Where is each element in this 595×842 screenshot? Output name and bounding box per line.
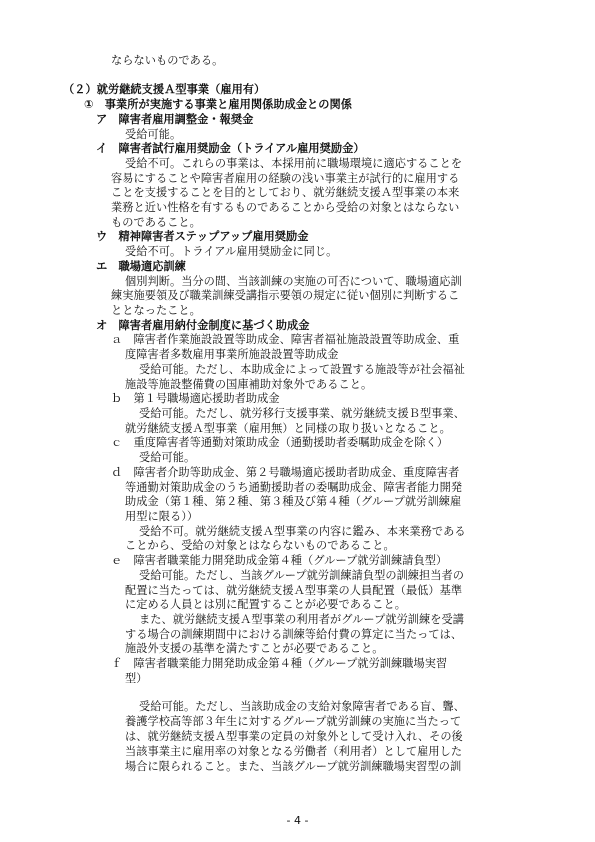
text-line: ものであること。	[111, 216, 201, 229]
text-line: 練実施要領及び職業訓練受講指示要領の規定に従い個別に判断するこ	[111, 289, 460, 302]
text-line: 助成金（第１種、第２種、第３種及び第４種（グループ就労訓練雇	[125, 495, 462, 508]
text-line: ことから、受給の対象とはならないものであること。	[125, 539, 395, 552]
page-number: - 4 -	[286, 814, 309, 827]
text-line: 型）	[125, 672, 148, 685]
subitem-heading: ｂ 第１号職場適応援助者助成金	[111, 392, 280, 405]
text-line: 個別判断。当分の間、当該訓練の実施の可否について、職場適応訓	[125, 275, 462, 288]
item-heading: ウ 精神障害者ステップアップ雇用奨励金	[96, 230, 309, 243]
text-line: 受給可能。ただし、就労移行支援事業、就労継続支援Ｂ型事業、	[139, 407, 465, 420]
text-line: 場合に限られること。また、当該グループ就労訓練職場実習型の訓	[125, 760, 462, 773]
text-line: 受給可能。	[139, 451, 196, 464]
text-line: ととなったこと。	[111, 304, 201, 317]
text-line: 度障害者多数雇用事業所施設設置等助成金	[125, 348, 339, 361]
text-line: 用型に限る））	[125, 510, 199, 523]
text-line: 等通勤対策助成金のうち通勤援助者の委嘱助成金、障害者能力開発	[125, 481, 463, 494]
text-line: は、就労継続支援Ａ型事業の定員の対象外として受け入れ、その後	[125, 730, 463, 743]
text-line: 受給可能。ただし、当該グループ就労訓練請負型の訓練担当者の	[139, 569, 464, 582]
item-heading: ア 障害者雇用調整金・報奨金	[96, 113, 254, 126]
text-line: 配置に当たっては、就労継続支援Ａ型事業の人員配置（最低）基準	[125, 584, 463, 597]
text-line: 受給不可。トライアル雇用奨励金に同じ。	[125, 245, 338, 258]
text-line: また、就労継続支援Ａ型事業の利用者がグループ就労訓練を受講	[139, 613, 464, 626]
text-line: 受給不可。就労継続支援Ａ型事業の内容に鑑み、本来業務である	[139, 525, 466, 538]
text-line: 容易にすることや障害者雇用の経験の浅い事業主が試行的に雇用する	[111, 172, 460, 185]
text-line: に定める人員とは別に配置することが必要であること。	[125, 598, 406, 611]
text-line: 受給可能。	[125, 128, 182, 141]
subitem-heading: ｄ 障害者介助等助成金、第２号職場適応援助者助成金、重度障害者	[111, 466, 460, 479]
subitem-heading: ｆ 障害者職業能力開発助成金第４種（グループ就労訓練職場実習	[111, 657, 448, 670]
item-heading: オ 障害者雇用納付金制度に基づく助成金	[96, 319, 310, 332]
text-line: する場合の訓練期間中における訓練等給付費の算定に当たっては、	[125, 628, 463, 641]
subitem-heading: ａ 障害者作業施設設置等助成金、障害者福祉施設設置等助成金、重	[111, 333, 460, 346]
subitem-heading: ｅ 障害者職業能力開発助成金第４種（グループ就労訓練請負型）	[111, 554, 448, 567]
text-line: 受給可能。ただし、本助成金によって設置する施設等が社会福祉	[139, 363, 465, 376]
text-line: 就労継続支援Ａ型事業（雇用無）と同様の取り扱いとなること。	[125, 422, 451, 435]
text-line: 養護学校高等部３年生に対するグループ就労訓練の実施に当たって	[125, 715, 462, 728]
text-line: 業務と近い性格を有するものであることから受給の対象とはならない	[111, 201, 460, 214]
subitem-heading: ｃ 重度障害者等通勤対策助成金（通勤援助者委嘱助成金を除く）	[111, 436, 449, 449]
section-heading: （２）就労継続支援Ａ型事業（雇用有）	[63, 83, 266, 96]
text-line: ことを支援することを目的としており、就労継続支援Ａ型事業の本来	[111, 186, 460, 199]
text-line: 受給不可。これらの事業は、本採用前に職場環境に適応することを	[125, 157, 463, 170]
text-line: 当該事業主に雇用率の対象となる労働者（利用者）として雇用した	[125, 745, 463, 758]
text-line: ならないものである。	[111, 54, 224, 67]
item-heading: エ 職場適応訓練	[96, 260, 186, 273]
text-line: 受給可能。ただし、当該助成金の支給対象障害者である盲、聾、	[139, 700, 465, 713]
text-line: 施設外支援の基準を満たすことが必要であること。	[125, 642, 384, 655]
text-line: 施設等施設整備費の国庫補助対象外であること。	[125, 378, 373, 391]
subsection-heading: ① 事業所が実施する事業と雇用関係助成金との関係	[84, 98, 352, 111]
item-heading: イ 障害者試行雇用奨励金（トライアル雇用奨励金）	[96, 142, 365, 155]
